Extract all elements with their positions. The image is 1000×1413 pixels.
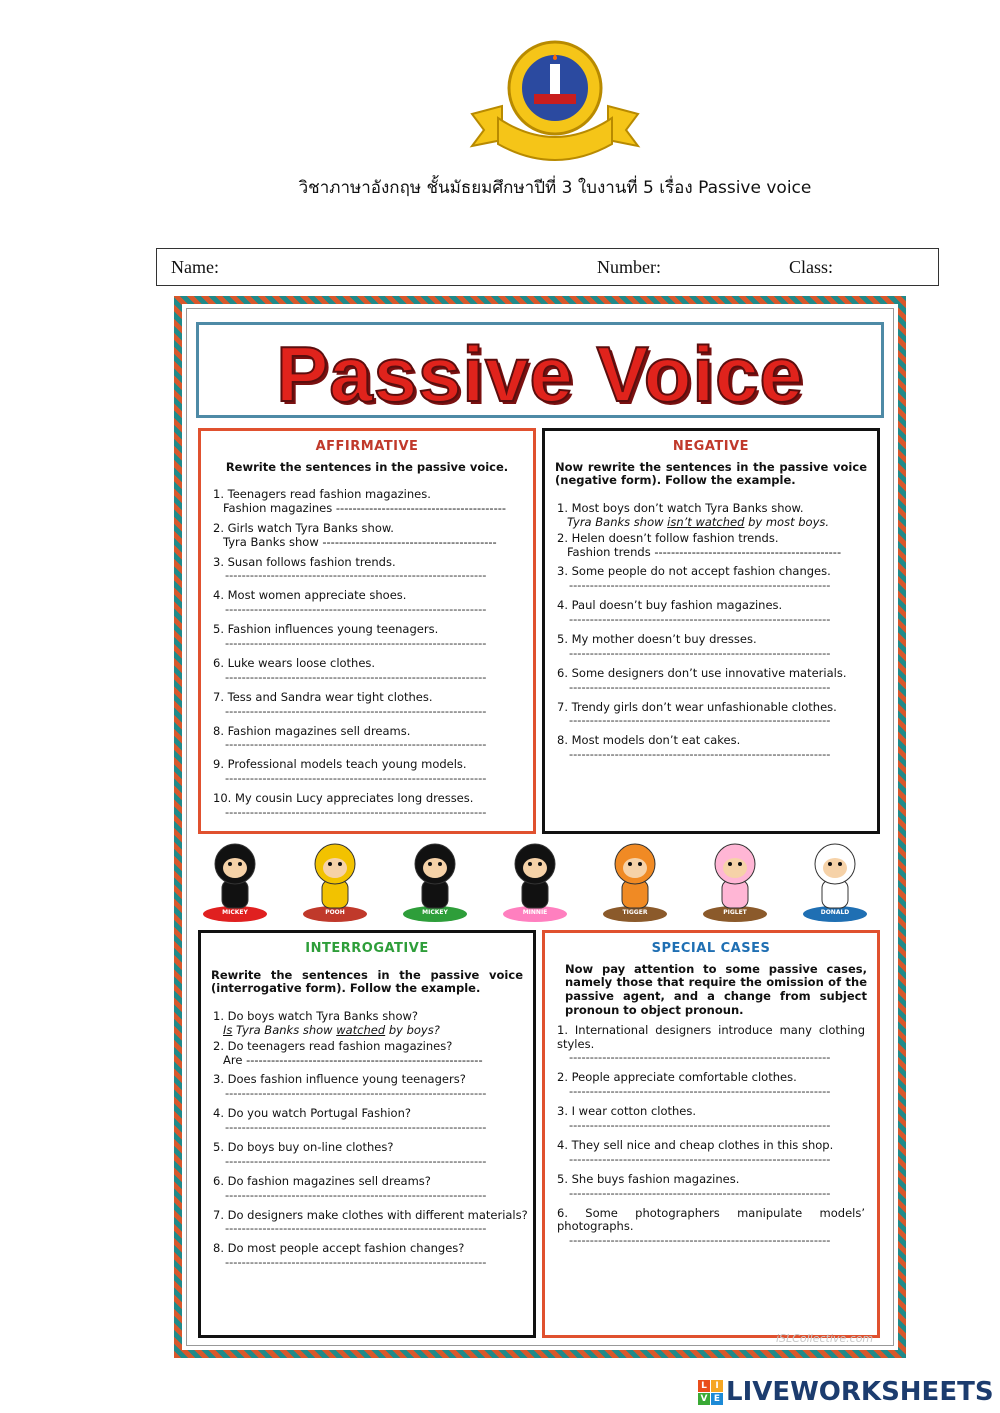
answer-line[interactable]: --------------------------------------------------------------- — [569, 748, 831, 762]
exercise-item — [213, 623, 521, 651]
answer-line[interactable]: --------------------------------------------------------------- — [569, 612, 831, 626]
exercise-question: 6. Do fashion magazines sell dreams? — [213, 1173, 431, 1188]
exercise-question: 8. Do most people accept fashion changes? — [213, 1241, 465, 1256]
exercise-question: 1. International designers introduce many clothing styles. — [557, 1022, 865, 1051]
character-figurine — [300, 836, 370, 924]
special-cases-panel — [542, 930, 880, 1338]
answer-line[interactable]: --------------------------------------------------------------- — [225, 1256, 487, 1270]
exercise-question: 3. Susan follows fashion trends. — [213, 554, 396, 569]
special-cases-items — [557, 1024, 865, 1248]
title-banner — [196, 322, 884, 418]
answer-line[interactable]: --------------------------------------------------------------- — [225, 603, 487, 617]
exercise-item — [213, 1141, 521, 1169]
exercise-question: 6. Some photographers manipulate models’ photographs. — [557, 1205, 865, 1234]
exercise-item — [213, 1040, 521, 1068]
answer-prompt[interactable]: Tyra Banks show ------------------------------------------ — [223, 535, 497, 549]
exercise-question: 4. Do you watch Portugal Fashion? — [213, 1106, 411, 1121]
character-label: MINNIE — [522, 909, 548, 916]
exercise-item — [557, 667, 865, 695]
exercise-question: 5. My mother doesn’t buy dresses. — [557, 631, 757, 646]
number-label: Number: — [597, 257, 661, 277]
answer-line[interactable]: --------------------------------------------------------------- — [225, 636, 487, 650]
school-logo — [462, 36, 648, 168]
exercise-question: 4. Paul doesn’t buy fashion magazines. — [557, 598, 783, 613]
exercise-question: 4. They sell nice and cheap clothes in this shop. — [557, 1137, 834, 1152]
exercise-question: 7. Do designers make clothes with different materials? — [213, 1207, 528, 1222]
exercise-question: 6. Luke wears loose clothes. — [213, 655, 376, 670]
exercise-item — [557, 1207, 865, 1249]
worksheet-title: Passive Voice — [276, 330, 804, 418]
answer-line[interactable]: --------------------------------------------------------------- — [225, 1120, 487, 1134]
affirmative-instruction: Rewrite the sentences in the passive voice. — [225, 459, 509, 474]
negative-instruction: Now rewrite the sentences in the passive voice (negative form). Follow the example. — [555, 459, 867, 488]
answer-line[interactable]: --------------------------------------------------------------- — [225, 805, 487, 819]
answer-line[interactable]: --------------------------------------------------------------- — [225, 1154, 487, 1168]
exercise-item — [213, 657, 521, 685]
exercise-question: 9. Professional models teach young models. — [213, 757, 467, 772]
student-info-box — [156, 248, 939, 286]
negative-heading: NEGATIVE — [672, 439, 750, 454]
exercise-item — [213, 1175, 521, 1203]
answer-prompt[interactable]: Fashion trends --------------------------------------------- — [567, 545, 842, 559]
answer-line[interactable]: --------------------------------------------------------------- — [225, 738, 487, 752]
exercise-item — [213, 792, 521, 820]
exercise-item — [213, 522, 521, 550]
exercise-question: 5. Do boys buy on-line clothes? — [213, 1139, 394, 1154]
watermark: iSLCollective.com — [776, 1332, 874, 1345]
character-figurine — [800, 836, 870, 924]
answer-line[interactable]: --------------------------------------------------------------- — [569, 1152, 831, 1166]
exercise-question: 6. Some designers don’t use innovative materials. — [557, 665, 847, 680]
exercise-item — [557, 599, 865, 627]
exercise-item — [557, 1139, 865, 1167]
answer-line[interactable]: --------------------------------------------------------------- — [569, 1186, 831, 1200]
answer-line[interactable]: --------------------------------------------------------------- — [569, 1234, 831, 1248]
exercise-item — [557, 734, 865, 762]
exercise-question: 5. She buys fashion magazines. — [557, 1171, 740, 1186]
character-figurine — [700, 836, 770, 924]
special-cases-instruction: Now pay attention to some passive cases, namely those that require the omission of the passive agent, and a change from subject pronoun to object pronoun. — [565, 961, 867, 1017]
character-label: POOH — [325, 909, 345, 916]
character-label: TIGGER — [622, 909, 648, 916]
exercise-item — [213, 556, 521, 584]
exercise-question: 5. Fashion influences young teenagers. — [213, 622, 439, 637]
negative-example — [557, 502, 865, 530]
answer-line[interactable]: --------------------------------------------------------------- — [569, 680, 831, 694]
liveworksheets-logo — [698, 1376, 994, 1408]
exercise-item — [213, 1207, 528, 1237]
answer-line[interactable]: --------------------------------------------------------------- — [225, 1222, 487, 1236]
affirmative-panel — [198, 428, 536, 834]
exercise-item — [213, 1242, 521, 1270]
exercise-item — [557, 565, 865, 593]
answer-prompt[interactable]: Are --------------------------------------------------------- — [223, 1053, 483, 1067]
exercise-item — [557, 701, 865, 729]
negative-panel — [542, 428, 880, 834]
exercise-item — [557, 633, 865, 661]
answer-line[interactable]: --------------------------------------------------------------- — [225, 569, 487, 583]
exercise-question: 7. Trendy girls don’t wear unfashionable clothes. — [557, 699, 837, 714]
exercise-question: 3. I wear cotton clothes. — [557, 1104, 697, 1119]
answer-line[interactable]: --------------------------------------------------------------- — [569, 646, 831, 660]
interrogative-instruction: Rewrite the sentences in the passive voice (interrogative form). Follow the example. — [211, 967, 523, 996]
class-label: Class: — [789, 257, 834, 277]
interrogative-heading: INTERROGATIVE — [305, 941, 429, 956]
negative-example-question: 1. Most boys don’t watch Tyra Banks show. — [557, 501, 804, 516]
exercise-question: 3. Some people do not accept fashion changes. — [557, 564, 831, 579]
exercise-item — [557, 1173, 865, 1201]
affirmative-items — [213, 488, 521, 820]
character-label: DONALD — [820, 909, 850, 916]
character-figurine — [400, 836, 470, 924]
interrogative-example-question: 1. Do boys watch Tyra Banks show? — [213, 1009, 419, 1024]
exercise-question: 2. Do teenagers read fashion magazines? — [213, 1038, 453, 1053]
answer-line[interactable]: --------------------------------------------------------------- — [225, 1087, 487, 1101]
exercise-question: 4. Most women appreciate shoes. — [213, 588, 407, 603]
negative-items — [557, 502, 865, 762]
exercise-item — [213, 758, 521, 786]
special-cases-heading: SPECIAL CASES — [651, 941, 771, 956]
exercise-item — [213, 1107, 521, 1135]
interrogative-example — [213, 1010, 521, 1038]
exercise-item — [557, 1071, 865, 1099]
exercise-question: 2. People appreciate comfortable clothes. — [557, 1070, 797, 1085]
exercise-item — [213, 725, 521, 753]
exercise-question: 8. Most models don’t eat cakes. — [557, 733, 741, 748]
exercise-item — [213, 691, 521, 719]
answer-line[interactable]: --------------------------------------------------------------- — [569, 714, 831, 728]
exercise-question: 2. Girls watch Tyra Banks show. — [213, 520, 394, 535]
interrogative-panel — [198, 930, 536, 1338]
affirmative-heading: AFFIRMATIVE — [315, 439, 419, 454]
exercise-question: 1. Teenagers read fashion magazines. — [213, 487, 431, 502]
exercise-item — [557, 1105, 865, 1133]
interrogative-example-answer: Is Tyra Banks show watched by boys? — [223, 1022, 440, 1037]
interrogative-items — [213, 1009, 528, 1270]
exercise-question: 8. Fashion magazines sell dreams. — [213, 723, 411, 738]
answer-line[interactable]: --------------------------------------------------------------- — [569, 1051, 831, 1065]
name-label: Name: — [171, 257, 219, 277]
character-label: MICKEY — [222, 909, 248, 916]
answer-line[interactable]: --------------------------------------------------------------- — [225, 704, 487, 718]
answer-line[interactable]: --------------------------------------------------------------- — [225, 772, 487, 786]
character-label: MICKEY — [422, 909, 448, 916]
subject-line-text: วิชาภาษาอังกฤษ ชั้นมัธยมศึกษาปีที่ 3 ใบงานที่ 5 เรื่อง Passive voice — [298, 178, 812, 198]
answer-line[interactable]: --------------------------------------------------------------- — [569, 579, 831, 593]
character-figurine — [600, 836, 670, 924]
character-figurine — [200, 836, 270, 924]
exercise-question: 3. Does fashion influence young teenagers? — [213, 1072, 466, 1087]
exercise-question: 7. Tess and Sandra wear tight clothes. — [213, 689, 433, 704]
answer-line[interactable]: --------------------------------------------------------------- — [569, 1118, 831, 1132]
answer-line[interactable]: --------------------------------------------------------------- — [225, 670, 487, 684]
liveworksheets-tiles: L I V E — [698, 1380, 723, 1405]
answer-line[interactable]: --------------------------------------------------------------- — [569, 1085, 831, 1099]
answer-prompt[interactable]: Fashion magazines ----------------------------------------- — [223, 502, 507, 516]
exercise-item — [557, 1024, 865, 1066]
exercise-question: 10. My cousin Lucy appreciates long dresses. — [213, 791, 474, 806]
disney-characters-row — [200, 836, 872, 926]
character-label: PIGLET — [723, 909, 747, 916]
exercise-item — [213, 488, 521, 516]
exercise-item — [213, 1073, 521, 1101]
subject-line — [0, 174, 1000, 201]
liveworksheets-wordmark: LIVEWORKSHEETS — [726, 1377, 994, 1407]
answer-line[interactable]: --------------------------------------------------------------- — [225, 1188, 487, 1202]
character-figurine — [500, 836, 570, 924]
exercise-question: 2. Helen doesn’t follow fashion trends. — [557, 530, 779, 545]
negative-example-answer: Tyra Banks show isn’t watched by most boys. — [567, 514, 830, 529]
exercise-item — [557, 532, 865, 560]
exercise-item — [213, 589, 521, 617]
